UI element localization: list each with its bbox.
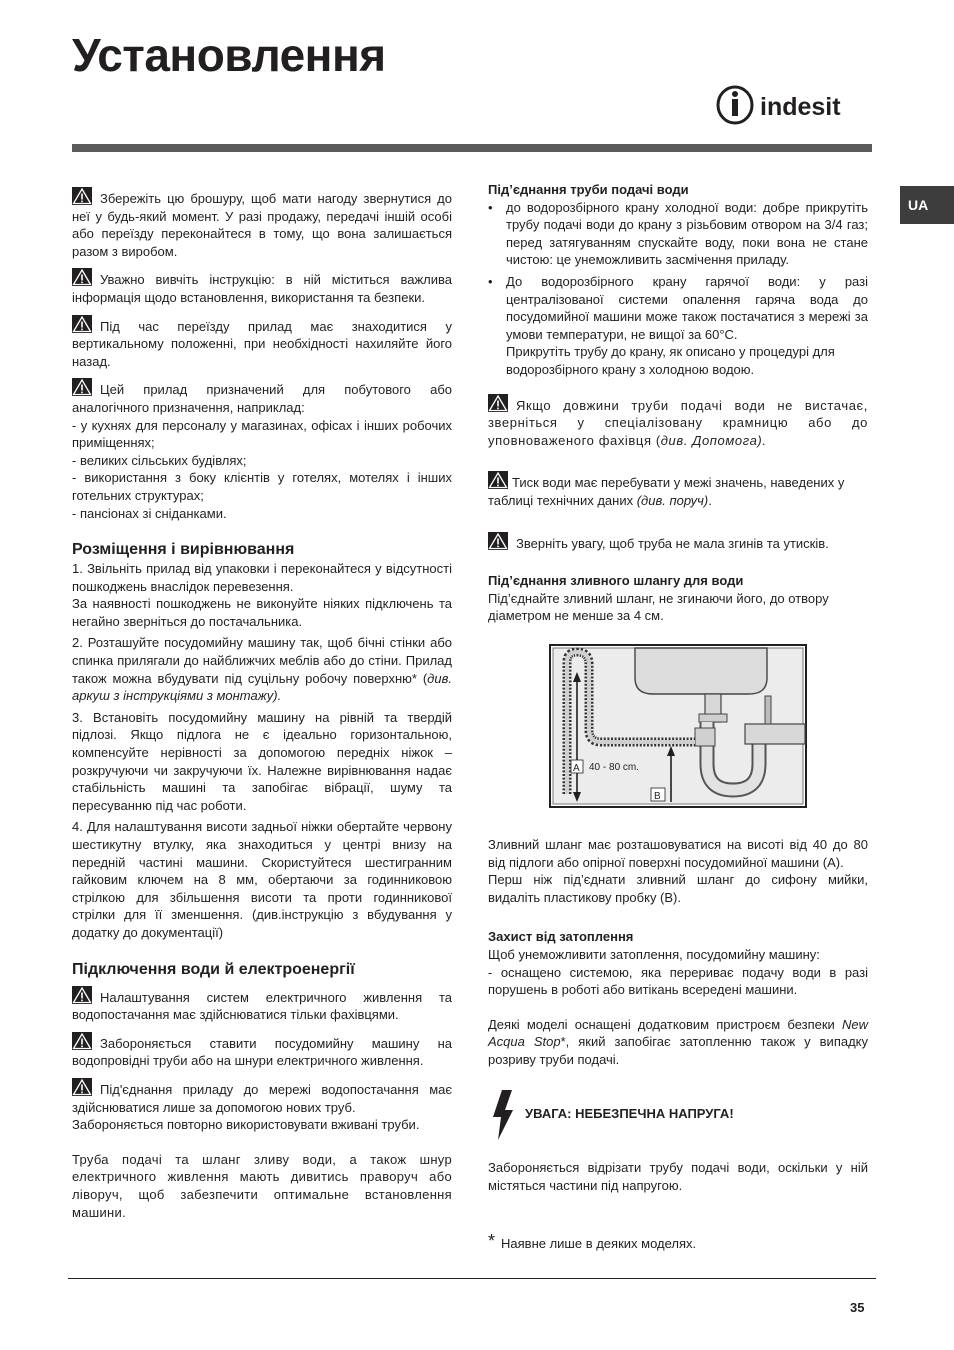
warning-paragraph — [72, 986, 452, 1024]
indesit-logo — [716, 84, 868, 126]
list-item: • До водорозбірного крану гарячої води: у разі централізованої системи опалення гаряча вода до посудомийної машини може також постачатися з мережі за умови температури, не вищої за 60°С. — [488, 273, 868, 343]
italic-reference: (див. поруч) — [636, 492, 709, 508]
warning-triangle-icon — [488, 394, 508, 412]
warning-paragraph — [72, 1078, 452, 1116]
page-title: Установлення — [72, 29, 386, 81]
label-a: A — [573, 763, 580, 774]
italic-reference: див. Допомога). — [660, 432, 767, 448]
warning-paragraph — [488, 532, 868, 553]
paragraph: Щоб унеможливити затоплення, посудомийну машину: — [488, 946, 820, 962]
paragraph: 4. Для налаштування висоти задньої ніжки обертайте червону шестикутну втулку, яка знаходиться у центрі внизу на передній частині машини. Скористуйтеся шестигранним гайковим ключем на 8 мм, обертаючи за годинниковою стрілкою для збільшення висоти та проти годинникової стрілки для її зменшення. (див.інструкцію з вбудування у додатку до документації) — [72, 819, 452, 940]
warning-triangle-icon — [72, 378, 92, 396]
warning-text: Якщо довжини труби подачі води не вистачає, зверніться у спеціалізовану крамницю або до уповноваженого фахівця ( — [488, 397, 868, 448]
list-item: - у кухнях для персоналу у магазинах, офісах і інших робочих приміщеннях; — [72, 417, 452, 451]
paragraph: - оснащено системою, яка перериває подачу води в разі порушень в роботі або витікань всередені машини. — [488, 964, 868, 998]
header-bar — [72, 144, 872, 152]
paragraph — [488, 1016, 868, 1069]
warning-text: Під час переїзду прилад має знаходитися у вертикальному положенні, при необхідності нахиляйте його назад. — [72, 318, 452, 369]
warning-paragraph — [488, 471, 868, 509]
product-name: New Acqua Stop — [488, 1016, 868, 1050]
warning-paragraph — [72, 187, 452, 260]
warning-triangle-icon — [72, 268, 92, 286]
warning-text: Налаштування систем електричного живлення та водопостачання має здійснюватися тільки фахівцями. — [72, 989, 452, 1023]
paragraph: Перш ніж під’єднати зливний шланг до сифону мийки, видаліть пластикову пробку (В). — [488, 872, 868, 905]
page-number: 35 — [850, 1300, 865, 1315]
warning-text: Під'єднання приладу до мережі водопостачання має здійснюватися лише за допомогою нових труб. — [72, 1081, 452, 1115]
warning-paragraph — [72, 315, 452, 371]
drain-hose-diagram — [549, 644, 807, 808]
warning-text: Уважно вивчіть інструкцію: в ній міститься важлива інформація щодо встановлення, використання та безпеки. — [72, 272, 452, 305]
paragraph: 1. Звільніть прилад від упаковки і переконайтеся у відсутності пошкоджень внаслідок перевезення. — [72, 561, 452, 594]
right-column — [488, 181, 868, 625]
warning-text: Зверніть увагу, щоб труба не мала згинів та утисків. — [516, 535, 829, 551]
paragraph: Зливний шланг має розташовуватися на висоті від 40 до 80 від підлоги або опірної поверхні посудомийної машини (А). — [488, 837, 868, 870]
danger-label: УВАГА: НЕБЕЗПЕЧНА НАПРУГА! — [525, 1106, 734, 1121]
warning-text: . — [708, 492, 712, 508]
warning-triangle-icon — [488, 532, 508, 550]
height-range-label: 40 - 80 cm. — [589, 762, 640, 773]
danger-text-block — [488, 1159, 868, 1194]
paragraph: Прикрутіть трубу до крану, як описано у процедурі для водорозбірного крану з холодною водою. — [506, 344, 835, 377]
high-voltage-icon — [492, 1090, 514, 1140]
language-tab: UA — [900, 186, 954, 224]
paragraph: 3. Встановіть посудомийну машину на рівній та твердій підлозі. Якщо підлога не є ідеально горизонтальною, компенсуйте нерівності за допомогою передніх ніжок – розкручуючи чи закручуючи їх. Належне вирівнювання надає стабільність машині та запобігає вібрації, шуму та пересуванню під час роботи. — [72, 709, 452, 813]
warning-triangle-icon — [72, 1078, 92, 1096]
warning-paragraph — [72, 1032, 452, 1070]
subsection-heading: Захист від затоплення — [488, 929, 634, 945]
paragraph: Під’єднайте зливний шланг, не згинаючи його, до отвору діаметром не менше за 4 см. — [488, 590, 829, 624]
list-item: - використання з боку клієнтів у готелях, мотелях і інших готельних структурах; — [72, 470, 452, 503]
brand-text: indesit — [760, 93, 841, 121]
subsection-heading: Під’єднання труби подачі води — [488, 182, 689, 197]
warning-text: Цей прилад призначений для побутового або аналогічного призначення, наприклад: — [72, 382, 452, 415]
warning-triangle-icon — [72, 315, 92, 333]
footnote: Наявне лише в деяких моделях. — [501, 1236, 697, 1251]
warning-triangle-icon — [72, 1032, 92, 1050]
footnote-star: * — [488, 1231, 496, 1251]
right-column-lower — [488, 836, 868, 1069]
list-item: - великих сільських будівлях; — [72, 452, 247, 468]
bullet-list — [488, 199, 868, 344]
label-b: B — [654, 791, 661, 802]
warning-text: Забороняється ставити посудомийну машину на водопровідні труби або на шнури електричного живлення. — [72, 1035, 452, 1069]
warning-paragraph — [488, 394, 868, 450]
section-heading: Розміщення і вирівнювання — [72, 541, 295, 559]
list-item: • до водорозбірного крану холодної води: добре прикрутіть трубу подачі води до крану з різьбовим отвором на 3/4 газ; перед затягуванням спускайте воду, поки вона не стане чистою: це унеможливить засмічення приладу. — [488, 199, 868, 269]
paragraph-text: Деякі моделі оснащені додатковим пристроєм безпеки — [488, 1016, 842, 1032]
warning-text: Тиск води має перебувати у межі значень, наведених у таблиці технічних даних — [488, 475, 845, 508]
footer-divider — [68, 1278, 876, 1279]
warning-paragraph — [72, 378, 452, 416]
paragraph: Труба подачі та шланг зливу води, а також шнур електричного живлення мають дивитись праворуч або ліворуч, щоб забезпечити оптимальне встановлення машини. — [72, 1151, 452, 1220]
subsection-heading: Під’єднання зливного шлангу для води — [488, 573, 744, 589]
warning-text: Збережіть цю брошуру, щоб мати нагоду звернутися до неї у будь-який момент. У разі продажу, передачі іншій особі або переїзду переконайтеся в тому, що вона залишається разом з виробом. — [72, 191, 452, 259]
list-item: - пансіонах зі сніданками. — [72, 505, 227, 521]
paragraph: Забороняється відрізати трубу подачі води, оскільки у ній містяться частини під напругою. — [488, 1160, 868, 1193]
italic-reference: див. аркуш з інструкціями з монтажу). — [72, 670, 452, 704]
paragraph-text: 2. Розташуйте посудомийну машину так, щоб бічні стінки або спинка прилягали до найближчих меблів або до стіни. Прилад також можна вбудувати під суцільну робочу поверхню* ( — [72, 635, 452, 686]
left-column — [72, 187, 452, 1221]
warning-triangle-icon — [72, 986, 92, 1004]
paragraph — [72, 634, 452, 704]
warning-triangle-icon — [72, 187, 92, 205]
warning-triangle-icon — [488, 471, 508, 489]
warning-paragraph — [72, 268, 452, 306]
section-heading: Підключення води й електроенергії — [72, 960, 355, 978]
paragraph: Забороняється повторно використовувати вживані труби. — [72, 1117, 420, 1133]
paragraph: За наявності пошкоджень не виконуйте ніяких підключень та негайно зверніться до постачальника. — [72, 596, 452, 629]
paragraph-text: *, який запобігає затопленню також у випадку розриву труби подачі. — [488, 1034, 869, 1067]
